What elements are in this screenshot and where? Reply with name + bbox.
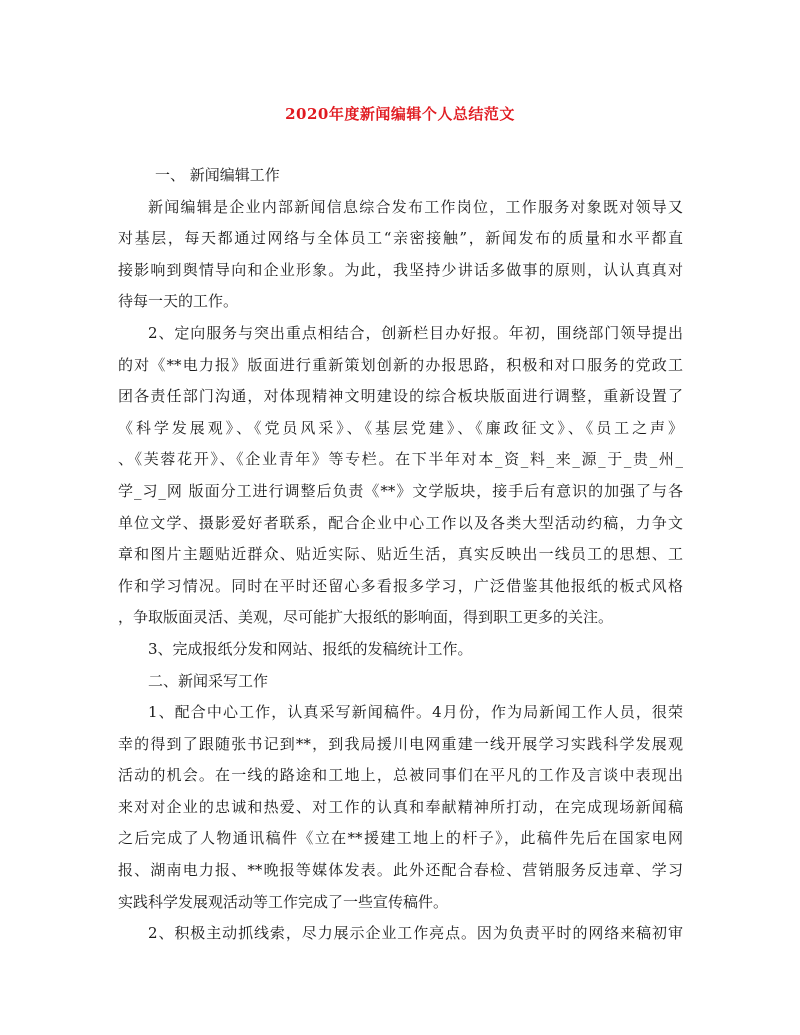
document-body: [118, 160, 683, 950]
paragraph-line: 对基层，每天都通过网络与全体员工“亲密接触”，新闻发布的质量和水平都直: [118, 229, 683, 248]
paragraph-line: 活动的机会。在一线的路途和工地上，总被同事们在平凡的工作及言谈中表现出: [118, 766, 683, 785]
section-heading: 一、 新闻编辑工作: [155, 166, 280, 184]
paragraph-line: 学_习_网 版面分工进行调整后负责《**》文学版块，接手后有意识的加强了与各: [118, 481, 683, 500]
paragraph-line: 2、积极主动抓线索，尽力展示企业工作亮点。因为负责平时的网络来稿初审: [148, 924, 683, 943]
paragraph-line: 待每一天的工作。: [118, 292, 239, 311]
paragraph-line: ，争取版面灵活、美观，尽可能扩大报纸的影响面，得到职工更多的关注。: [118, 608, 614, 627]
paragraph-line: 单位文学、摄影爱好者联系，配合企业中心工作以及各类大型活动约稿，力争文: [118, 513, 683, 532]
paragraph-line: 作和学习情况。同时在平时还留心多看报多学习，广泛借鉴其他报纸的板式风格: [118, 576, 683, 595]
document-title: 2020年度新闻编辑个人总结范文: [285, 105, 515, 123]
paragraph-line: 《科学发展观》、《党员风采》、《基层党建》、《廉政征文》、《员工之声》: [118, 418, 683, 437]
paragraph-line: 3、完成报纸分发和网站、报纸的发稿统计工作。: [148, 639, 473, 658]
paragraph-line: 的对《**电力报》版面进行重新策划创新的办报思路，积极和对口服务的党政工: [118, 355, 683, 374]
paragraph-line: 新闻编辑是企业内部新闻信息综合发布工作岗位，工作服务对象既对领导又: [148, 197, 683, 216]
paragraph-line: 2、定向服务与突出重点相结合，创新栏目办好报。年初，围绕部门领导提出: [148, 323, 683, 342]
paragraph-line: 之后完成了人物通讯稿件《立在**援建工地上的杆子》，此稿件先后在国家电网: [118, 829, 683, 848]
paragraph-line: 来对对企业的忠诚和热爱、对工作的认真和奉献精神所打动，在完成现场新闻稿: [118, 797, 683, 816]
paragraph-line: 接影响到舆情导向和企业形象。为此，我坚持少讲话多做事的原则，认认真真对: [118, 260, 683, 279]
paragraph-line: 1、配合中心工作，认真采写新闻稿件。4月份，作为局新闻工作人员，很荣: [148, 703, 683, 722]
paragraph-line: 、《芙蓉花开》、《企业青年》等专栏。在下半年对本_资_料_来_源_于_贵_州_: [118, 450, 683, 469]
paragraph-line: 幸的得到了跟随张书记到**，到我局援川电网重建一线开展学习实践科学发展观: [118, 734, 683, 753]
paragraph-line: 章和图片主题贴近群众、贴近实际、贴近生活，真实反映出一线员工的思想、工: [118, 545, 683, 564]
paragraph-line: 团各责任部门沟通，对体现精神文明建设的综合板块版面进行调整，重新设置了: [118, 387, 683, 406]
section-heading: 二、新闻采写工作: [148, 671, 269, 690]
paragraph-line: 报、湖南电力报、**晚报等媒体发表。此外还配合春检、营销服务反违章、学习: [118, 861, 683, 880]
paragraph-line: 实践科学发展观活动等工作完成了一些宣传稿件。: [118, 892, 449, 911]
